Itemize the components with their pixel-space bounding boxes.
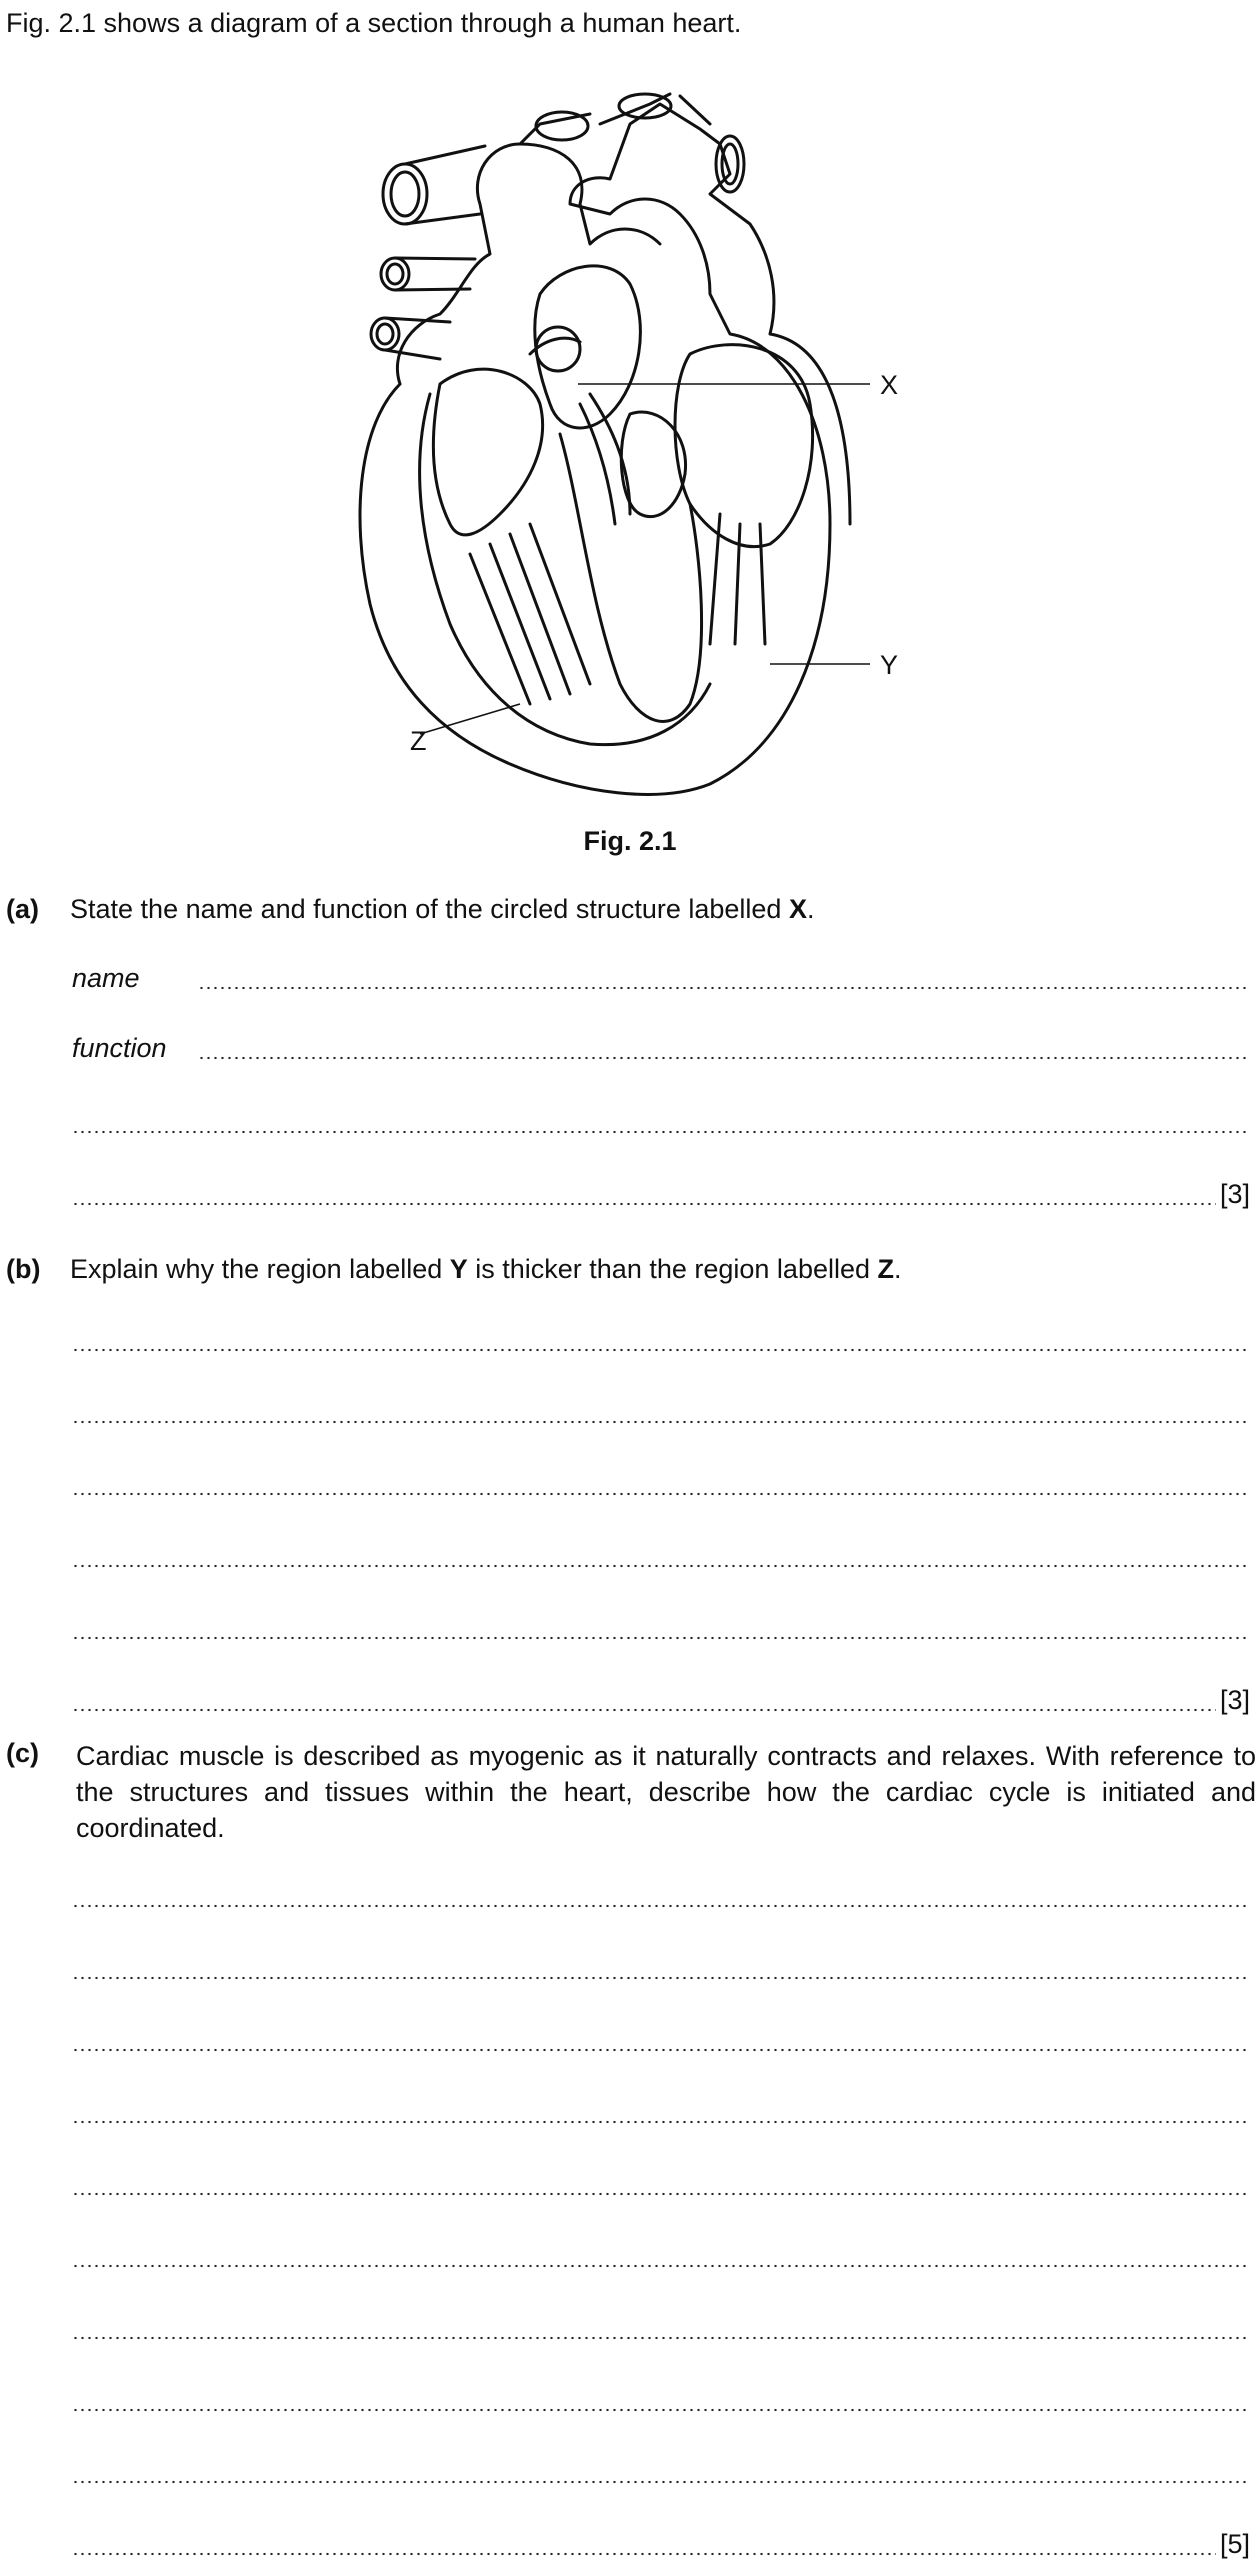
answer-line[interactable]	[72, 2094, 1250, 2128]
dotted-line	[72, 1904, 1250, 1908]
name-label: name	[72, 963, 140, 993]
dotted-line	[72, 1708, 1216, 1712]
question-letter: (c)	[6, 1738, 39, 1768]
ref-y: Y	[449, 1254, 468, 1284]
dotted-line	[72, 2336, 1250, 2340]
question-b	[6, 1254, 902, 1285]
answer-line[interactable]	[72, 1176, 1250, 1210]
dotted-line	[72, 2048, 1250, 2052]
answer-line[interactable]	[72, 2526, 1250, 2560]
answer-line[interactable]	[72, 2382, 1250, 2416]
marks-b: [3]	[1219, 1685, 1250, 1715]
answer-line[interactable]	[72, 1538, 1250, 1572]
dotted-line	[72, 1420, 1250, 1424]
label-y: Y	[880, 650, 899, 680]
function-label: function	[72, 1033, 167, 1063]
answer-line[interactable]	[72, 1610, 1250, 1644]
question-letter: (a)	[6, 894, 39, 924]
answer-line[interactable]	[72, 1682, 1250, 1716]
intro-text: Fig. 2.1 shows a diagram of a section through a human heart.	[6, 8, 742, 38]
answer-line[interactable]	[72, 1104, 1250, 1138]
question-text: is thicker than the region labelled	[467, 1254, 878, 1284]
answer-line[interactable]	[72, 2166, 1250, 2200]
dotted-line	[72, 1564, 1250, 1568]
dotted-line	[72, 2480, 1250, 2484]
label-x: X	[880, 370, 899, 400]
answer-line[interactable]	[72, 2022, 1250, 2056]
figure-caption: Fig. 2.1	[583, 826, 677, 856]
marks-c: [5]	[1219, 2529, 1250, 2559]
answer-line[interactable]	[72, 2238, 1250, 2272]
answer-line[interactable]	[72, 2310, 1250, 2344]
question-letter: (b)	[6, 1254, 41, 1284]
dotted-line	[72, 2552, 1216, 2556]
label-z: Z	[410, 726, 427, 756]
question-text: State the name and function of the circled structure labelled	[70, 894, 789, 924]
dotted-line	[72, 2192, 1250, 2196]
answer-line[interactable]	[72, 2454, 1250, 2488]
dotted-line	[72, 1636, 1250, 1640]
dotted-line	[72, 1202, 1216, 1206]
question-c	[6, 1738, 1256, 1858]
question-text: Explain why the region labelled	[70, 1254, 450, 1284]
dotted-line	[198, 986, 1250, 990]
answer-line[interactable]	[72, 1322, 1250, 1356]
answer-line[interactable]	[72, 1950, 1250, 1984]
heart-diagram	[330, 84, 950, 804]
ref-x: X	[788, 894, 807, 924]
answer-line-name[interactable]	[72, 960, 1250, 994]
answer-line[interactable]	[72, 1466, 1250, 1500]
dotted-line	[72, 1976, 1250, 1980]
dotted-line	[72, 1130, 1250, 1134]
dotted-line	[72, 1492, 1250, 1496]
dotted-line	[72, 2408, 1250, 2412]
answer-line[interactable]	[72, 1878, 1250, 1912]
question-text-end: .	[894, 1254, 902, 1284]
dotted-line	[72, 2264, 1250, 2268]
answer-line[interactable]	[72, 1394, 1250, 1428]
dotted-line	[72, 1348, 1250, 1352]
marks-a: [3]	[1219, 1179, 1250, 1209]
ref-z: Z	[877, 1254, 895, 1284]
question-text-end: .	[806, 894, 815, 924]
question-a	[6, 894, 814, 925]
answer-line-function[interactable]	[72, 1030, 1250, 1064]
dotted-line	[198, 1056, 1250, 1060]
question-text: Cardiac muscle is described as myogenic as it naturally contracts and relaxes. With reference to the structures and tissues within the heart, describe how the cardiac cycle is initiated and coordinated.	[76, 1741, 1256, 1843]
dotted-line	[72, 2120, 1250, 2124]
